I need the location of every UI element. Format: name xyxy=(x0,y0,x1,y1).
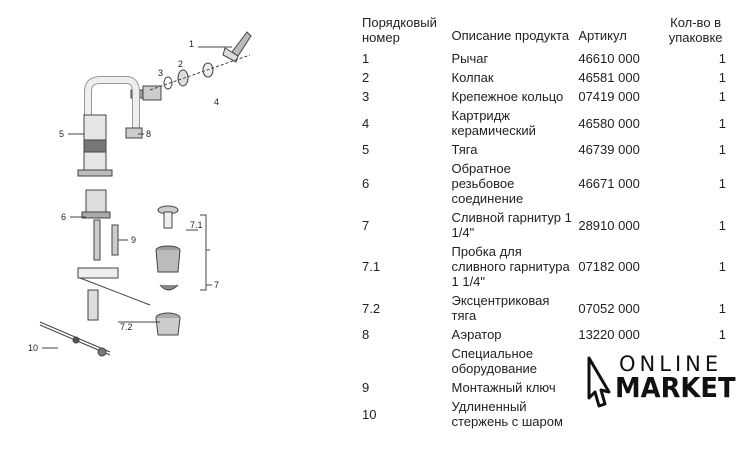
cell-number: 4 xyxy=(362,115,370,131)
header-number: Порядковый номер xyxy=(362,15,437,45)
label-10: 10 xyxy=(27,343,38,353)
table-row xyxy=(360,87,740,106)
cell-description: Пробка для сливного гарнитура 1 1/4" xyxy=(451,244,570,289)
label-9: 9 xyxy=(131,235,137,245)
cell-description: Картридж керамический xyxy=(451,108,536,138)
cell-quantity: 1 xyxy=(718,217,726,233)
table-row xyxy=(360,291,740,325)
cell-quantity: 1 xyxy=(718,89,726,104)
cell-number: 6 xyxy=(362,176,370,191)
cell-description: Рычаг xyxy=(451,51,489,66)
cell-quantity: 1 xyxy=(718,70,726,85)
cell-article: 46610 000 xyxy=(578,51,640,66)
cell-number: 3 xyxy=(362,89,370,104)
table-row xyxy=(360,68,740,87)
label-2: 2 xyxy=(178,59,184,69)
label-6: 6 xyxy=(60,212,66,222)
table-row xyxy=(360,208,740,242)
cell-number: 9 xyxy=(362,380,370,395)
table-row xyxy=(360,140,740,159)
cell-article: 46580 000 xyxy=(578,115,640,131)
cell-quantity: 1 xyxy=(718,115,726,131)
cell-article: 07052 000 xyxy=(578,300,640,316)
table-row xyxy=(360,106,740,140)
table-header-row xyxy=(360,15,740,49)
header-quantity: Кол-во в упаковке xyxy=(668,15,723,45)
exploded-parts-diagram xyxy=(0,0,360,450)
cell-description: Тяга xyxy=(451,142,478,157)
label-4: 4 xyxy=(214,97,220,107)
cursor-arrow-icon xyxy=(585,352,615,408)
cell-description: Обратное резьбовое соединение xyxy=(451,161,524,206)
cell-description: Аэратор xyxy=(451,327,502,342)
table-row xyxy=(360,325,740,344)
label-1: 1 xyxy=(188,39,194,49)
header-description: Описание продукта xyxy=(451,28,570,43)
header-article: Артикул xyxy=(578,28,627,43)
cell-description: Колпак xyxy=(451,70,494,85)
cell-article: 46581 000 xyxy=(578,70,640,85)
cell-number: 5 xyxy=(362,142,370,157)
cell-description: Сливной гарнитур 1 1/4" xyxy=(451,210,572,240)
table-row xyxy=(360,49,740,68)
logo-text-online: ONLINE xyxy=(619,352,723,376)
cell-description: Эксцентриковая тяга xyxy=(451,293,550,323)
cell-number: 7.2 xyxy=(362,300,381,316)
label-7-1: 7.1 xyxy=(190,220,203,230)
cell-article: 46739 000 xyxy=(578,142,640,157)
cell-number: 1 xyxy=(362,51,370,66)
cell-description: Удлиненный стержень с шаром xyxy=(451,399,563,429)
cell-quantity: 1 xyxy=(718,51,726,66)
label-7-2: 7.2 xyxy=(120,322,133,332)
cell-article: 28910 000 xyxy=(578,217,640,233)
cell-number: 10 xyxy=(362,406,377,422)
online-market-logo xyxy=(585,352,735,408)
cell-number: 8 xyxy=(362,327,370,342)
label-3: 3 xyxy=(158,68,164,78)
cell-article: 07419 000 xyxy=(578,89,640,104)
label-8: 8 xyxy=(146,129,152,139)
cell-quantity: 1 xyxy=(718,176,726,191)
cell-quantity: 1 xyxy=(718,259,726,274)
table-row xyxy=(360,159,740,208)
cell-quantity: 1 xyxy=(718,142,726,157)
cell-number: 7.1 xyxy=(362,259,381,274)
cell-description: Крепежное кольцо xyxy=(451,89,564,104)
cell-number: 2 xyxy=(362,70,370,85)
cell-description: Монтажный ключ xyxy=(451,380,556,395)
cell-description: Специальное оборудование xyxy=(451,346,538,376)
label-5: 5 xyxy=(58,129,64,139)
logo-text-market: MARKET xyxy=(615,371,736,404)
cell-number xyxy=(360,344,450,378)
cell-article: 13220 000 xyxy=(578,327,640,342)
cell-number: 7 xyxy=(362,217,370,233)
cell-quantity: 1 xyxy=(718,327,726,342)
cell-quantity: 1 xyxy=(718,300,726,316)
cell-article: 07182 000 xyxy=(578,259,640,274)
label-7: 7 xyxy=(214,280,220,290)
cell-article: 46671 000 xyxy=(578,176,640,191)
table-row xyxy=(360,242,740,291)
